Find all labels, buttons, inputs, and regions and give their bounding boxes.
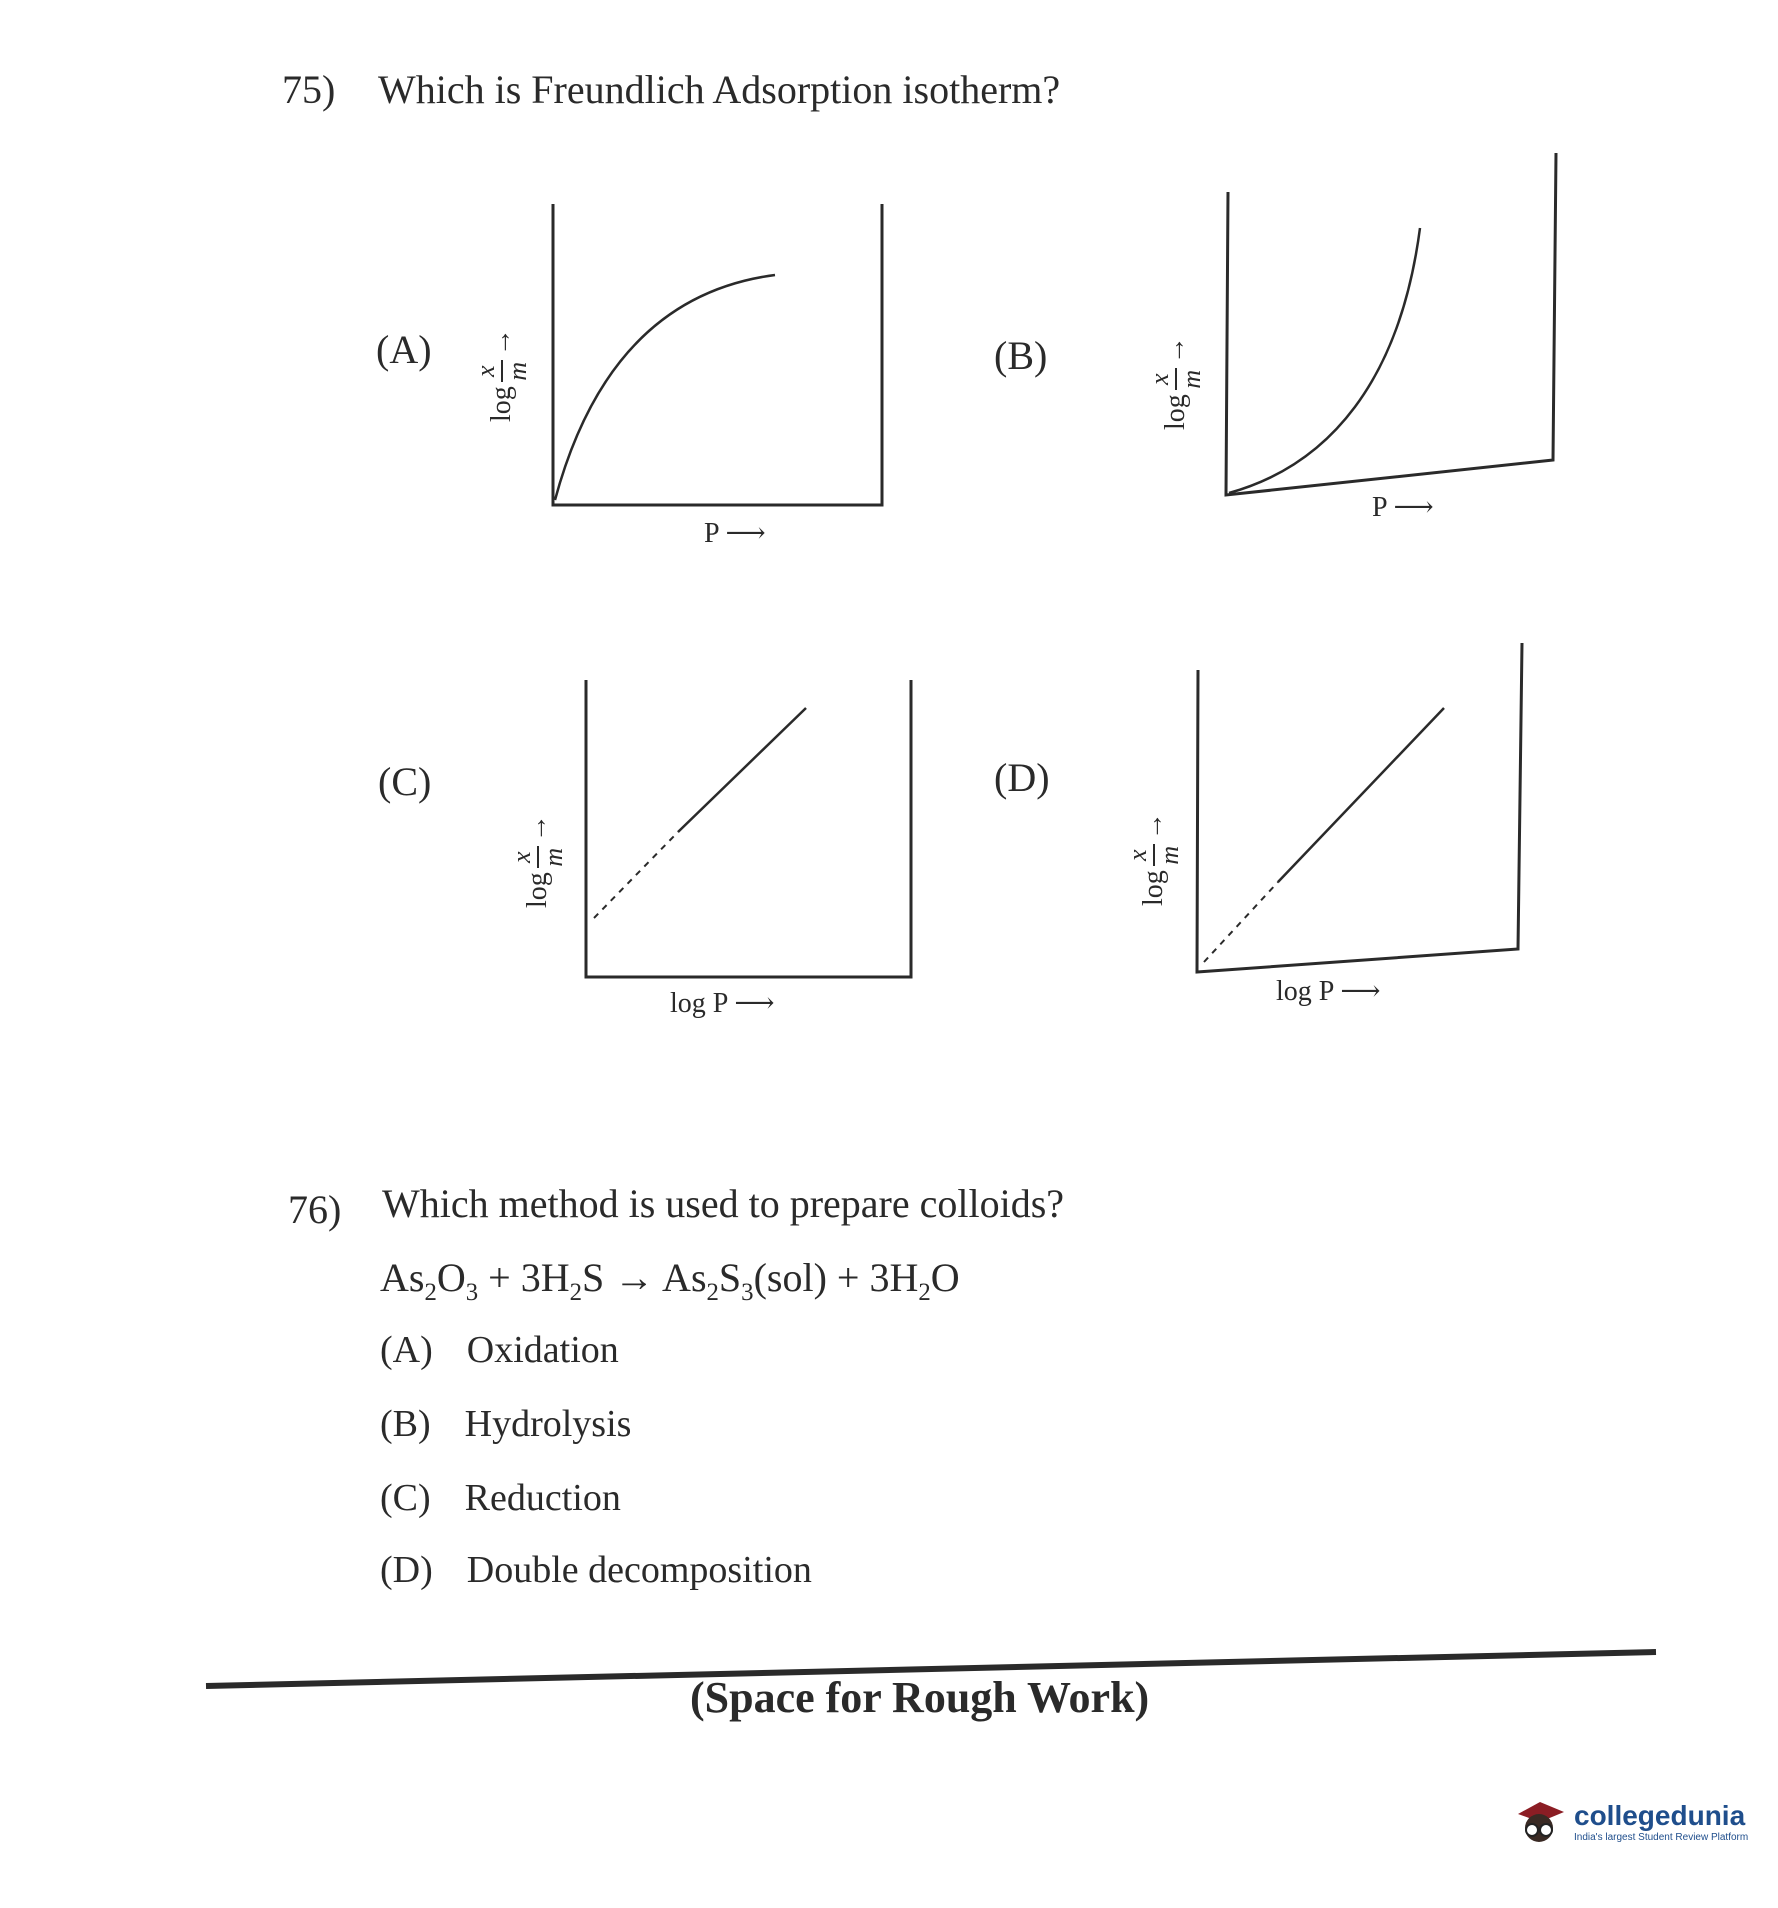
collegedunia-logo	[1510, 1792, 1748, 1850]
mascot-icon	[1510, 1792, 1568, 1850]
q76-equation: $As_2O_3 + 3H_2S \to As_2S_3(sol) + 3H_2O$	[380, 1255, 960, 1306]
graph-a-letter: (A)	[376, 327, 432, 372]
option-letter: (D)	[380, 1549, 433, 1591]
option-text: Double decomposition	[466, 1549, 812, 1591]
graph-d-xlabel: log P ⟶	[1276, 976, 1381, 1007]
option-text: Hydrolysis	[464, 1403, 632, 1445]
q76-text: Which method is used to prepare colloids?	[382, 1181, 1065, 1226]
rough-work-label: (Space for Rough Work)	[690, 1673, 1150, 1722]
graph-a-ylabel: log x m →	[471, 328, 532, 422]
option-letter: (C)	[380, 1477, 431, 1519]
graph-d-ylabel: log x m →	[1123, 812, 1184, 906]
q75-text: Which is Freundlich Adsorption isotherm?	[378, 67, 1061, 112]
logo-tagline: India's largest Student Review Platform	[1574, 1831, 1749, 1843]
option-text: Reduction	[464, 1477, 621, 1519]
option-text: Oxidation	[466, 1329, 619, 1371]
q75-number: 75)	[282, 67, 336, 112]
graph-b-letter: (B)	[994, 333, 1048, 378]
graph-c-xlabel: log P ⟶	[670, 988, 775, 1019]
graph-a-xlabel: P ⟶	[704, 518, 766, 549]
logo-name: collegedunia	[1574, 1799, 1746, 1831]
graph-c-letter: (C)	[378, 759, 432, 804]
q76-number: 76)	[288, 1187, 342, 1232]
graph-b-ylabel: log x m →	[1145, 336, 1206, 430]
graph-d-letter: (D)	[994, 755, 1050, 800]
graph-b-xlabel: P ⟶	[1372, 492, 1434, 523]
option-letter: (B)	[380, 1403, 431, 1445]
graph-c-ylabel: log x m →	[507, 814, 568, 908]
option-letter: (A)	[380, 1329, 433, 1371]
